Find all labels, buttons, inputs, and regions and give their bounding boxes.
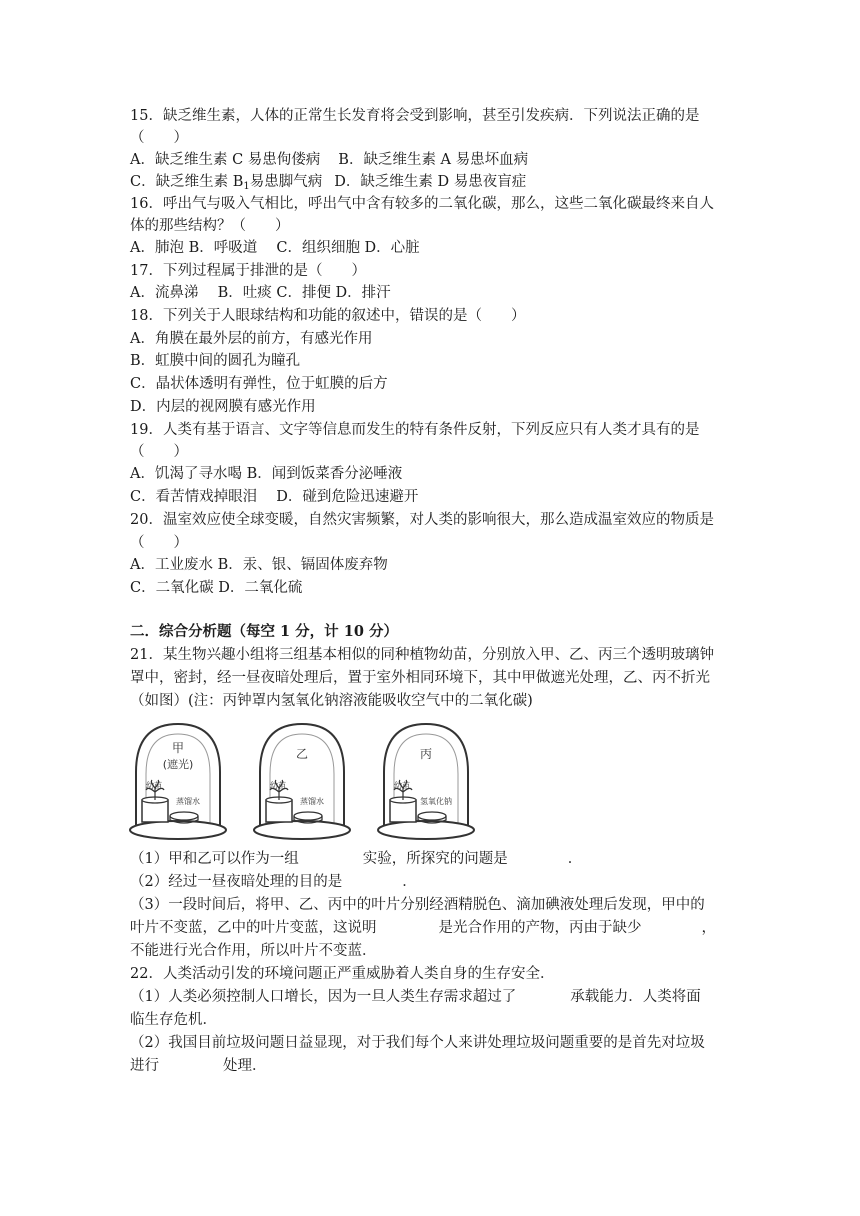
q21-stem-line3: （如图）(注：丙钟罩内氢氧化钠溶液能吸收空气中的二氧化碳) — [130, 693, 533, 709]
q19-options-ab: A．饥渴了寻水喝 B．闻到饭菜香分泌唾液 — [130, 466, 403, 482]
jar-yi-water-label: 蒸馏水 — [300, 797, 324, 806]
q18-option-d: D．内层的视网膜有感光作用 — [130, 399, 316, 415]
q15-paren: （ ） — [130, 130, 188, 146]
jar-yi — [254, 724, 350, 839]
q16-stem-line1: 16．呼出气与吸入气相比，呼出气中含有较多的二氧化碳，那么，这些二氧化碳最终来自人 — [130, 196, 714, 212]
bell-jar-illustration — [128, 718, 488, 842]
jar-bing-label: 丙 — [419, 747, 433, 761]
jar-jia-water-label: 蒸馏水 — [176, 797, 200, 806]
q21-sub3-line1: （3）一段时间后，将甲、乙、丙中的叶片分别经酒精脱色、滴加碘液处理后发现，甲中的 — [130, 897, 705, 913]
q19-paren: （ ） — [130, 444, 188, 460]
q20-stem: 20．温室效应使全球变暖，自然灾害频繁，对人类的影响很大，那么造成温室效应的物质是 — [130, 512, 714, 528]
q20-options-cd: C．二氧化碳 D．二氧化硫 — [130, 580, 303, 596]
q22-sub1: （1）人类必须控制人口增长，因为一旦人类生存需求超过了 承载能力．人类将面 — [130, 989, 701, 1005]
q17-stem: 17．下列过程属于排泄的是（ ） — [130, 263, 366, 279]
q18-stem: 18．下列关于人眼球结构和功能的叙述中，错误的是（ ） — [130, 308, 526, 324]
jar-bing-seedling-label: 幼苗 — [394, 781, 410, 790]
q18-option-c: C．晶状体透明有弹性，位于虹膜的后方 — [130, 376, 388, 392]
jar-jia-seedling-label: 幼苗 — [146, 781, 162, 790]
jar-jia — [130, 724, 226, 839]
jar-bing — [378, 724, 474, 839]
jar-bing-naoh-label: 氢氧化钠 — [420, 797, 452, 806]
q22-sub2-line1: （2）我国目前垃圾问题日益显现，对于我们每个人来讲处理垃圾问题重要的是首先对垃圾 — [130, 1035, 705, 1051]
q21-stem-line1: 21．某生物兴趣小组将三组基本相似的同种植物幼苗，分别放入甲、乙、丙三个透明玻璃钟 — [130, 647, 714, 663]
q22-sub1-line2: 临生存危机． — [130, 1012, 217, 1028]
q17-options: A．流鼻涕 B．吐痰 C．排便 D．排汗 — [130, 285, 391, 301]
q18-option-b: B．虹膜中间的圆孔为瞳孔 — [130, 353, 301, 369]
q15-options-ab — [130, 150, 528, 170]
q22-stem: 22．人类活动引发的环境问题正严重威胁着人类自身的生存安全． — [130, 966, 555, 982]
q22-sub2-line2: 进行 处理． — [130, 1058, 267, 1074]
jar-jia-label: 甲 — [171, 741, 185, 755]
q15-option-d: D．缺乏维生素 D 易患夜盲症 — [334, 174, 527, 190]
jar-jia-note: (遮光) — [162, 758, 194, 771]
q18-option-a: A．角膜在最外层的前方，有感光作用 — [130, 331, 373, 347]
q21-sub3-line3: 不能进行光合作用，所以叶片不变蓝． — [130, 943, 377, 959]
q20-paren: （ ） — [130, 535, 188, 551]
q20-options-ab: A．工业废水 B．汞、银、镉固体废弃物 — [130, 557, 388, 573]
jar-yi-seedling-label: 幼苗 — [270, 781, 286, 790]
q19-stem: 19．人类有基于语言、文字等信息而发生的特有条件反射，下列反应只有人类才具有的是 — [130, 422, 700, 438]
q16-stem-line2: 体的那些结构？（ ） — [130, 218, 290, 234]
q19-options-cd: C．看苦情戏掉眼泪 D．碰到危险迅速避开 — [130, 489, 419, 505]
q21-sub3-line2: 叶片不变蓝，乙中的叶片变蓝，这说明 是光合作用的产物，丙由于缺少 ， — [130, 920, 716, 936]
q21-sub1: （1）甲和乙可以作为一组 实验，所探究的问题是 ． — [130, 851, 583, 867]
bell-jar-figure — [128, 718, 488, 842]
q21-sub2: （2）经过一昼夜暗处理的目的是 ． — [130, 874, 417, 890]
q15-option-b: B．缺乏维生素 A 易患坏血病 — [338, 152, 529, 168]
section2-heading: 二．综合分析题（每空 1 分，计 10 分） — [130, 623, 398, 640]
jar-yi-label: 乙 — [295, 747, 309, 761]
q21-stem-line2: 罩中，密封，经一昼夜暗处理后，置于室外相同环境下，其中甲做遮光处理，乙、丙不折光 — [130, 670, 710, 686]
q15-option-a: A．缺乏维生素 C 易患佝偻病 — [130, 152, 321, 168]
q15-option-c: C．缺乏维生素 $B_1$易患脚气病 — [130, 174, 323, 192]
q15-stem: 15．缺乏维生素，人体的正常生长发育将会受到影响，甚至引发疾病．下列说法正确的是 — [130, 108, 700, 124]
q16-options: A．肺泡 B．呼吸道 C．组织细胞 D．心脏 — [130, 240, 420, 256]
